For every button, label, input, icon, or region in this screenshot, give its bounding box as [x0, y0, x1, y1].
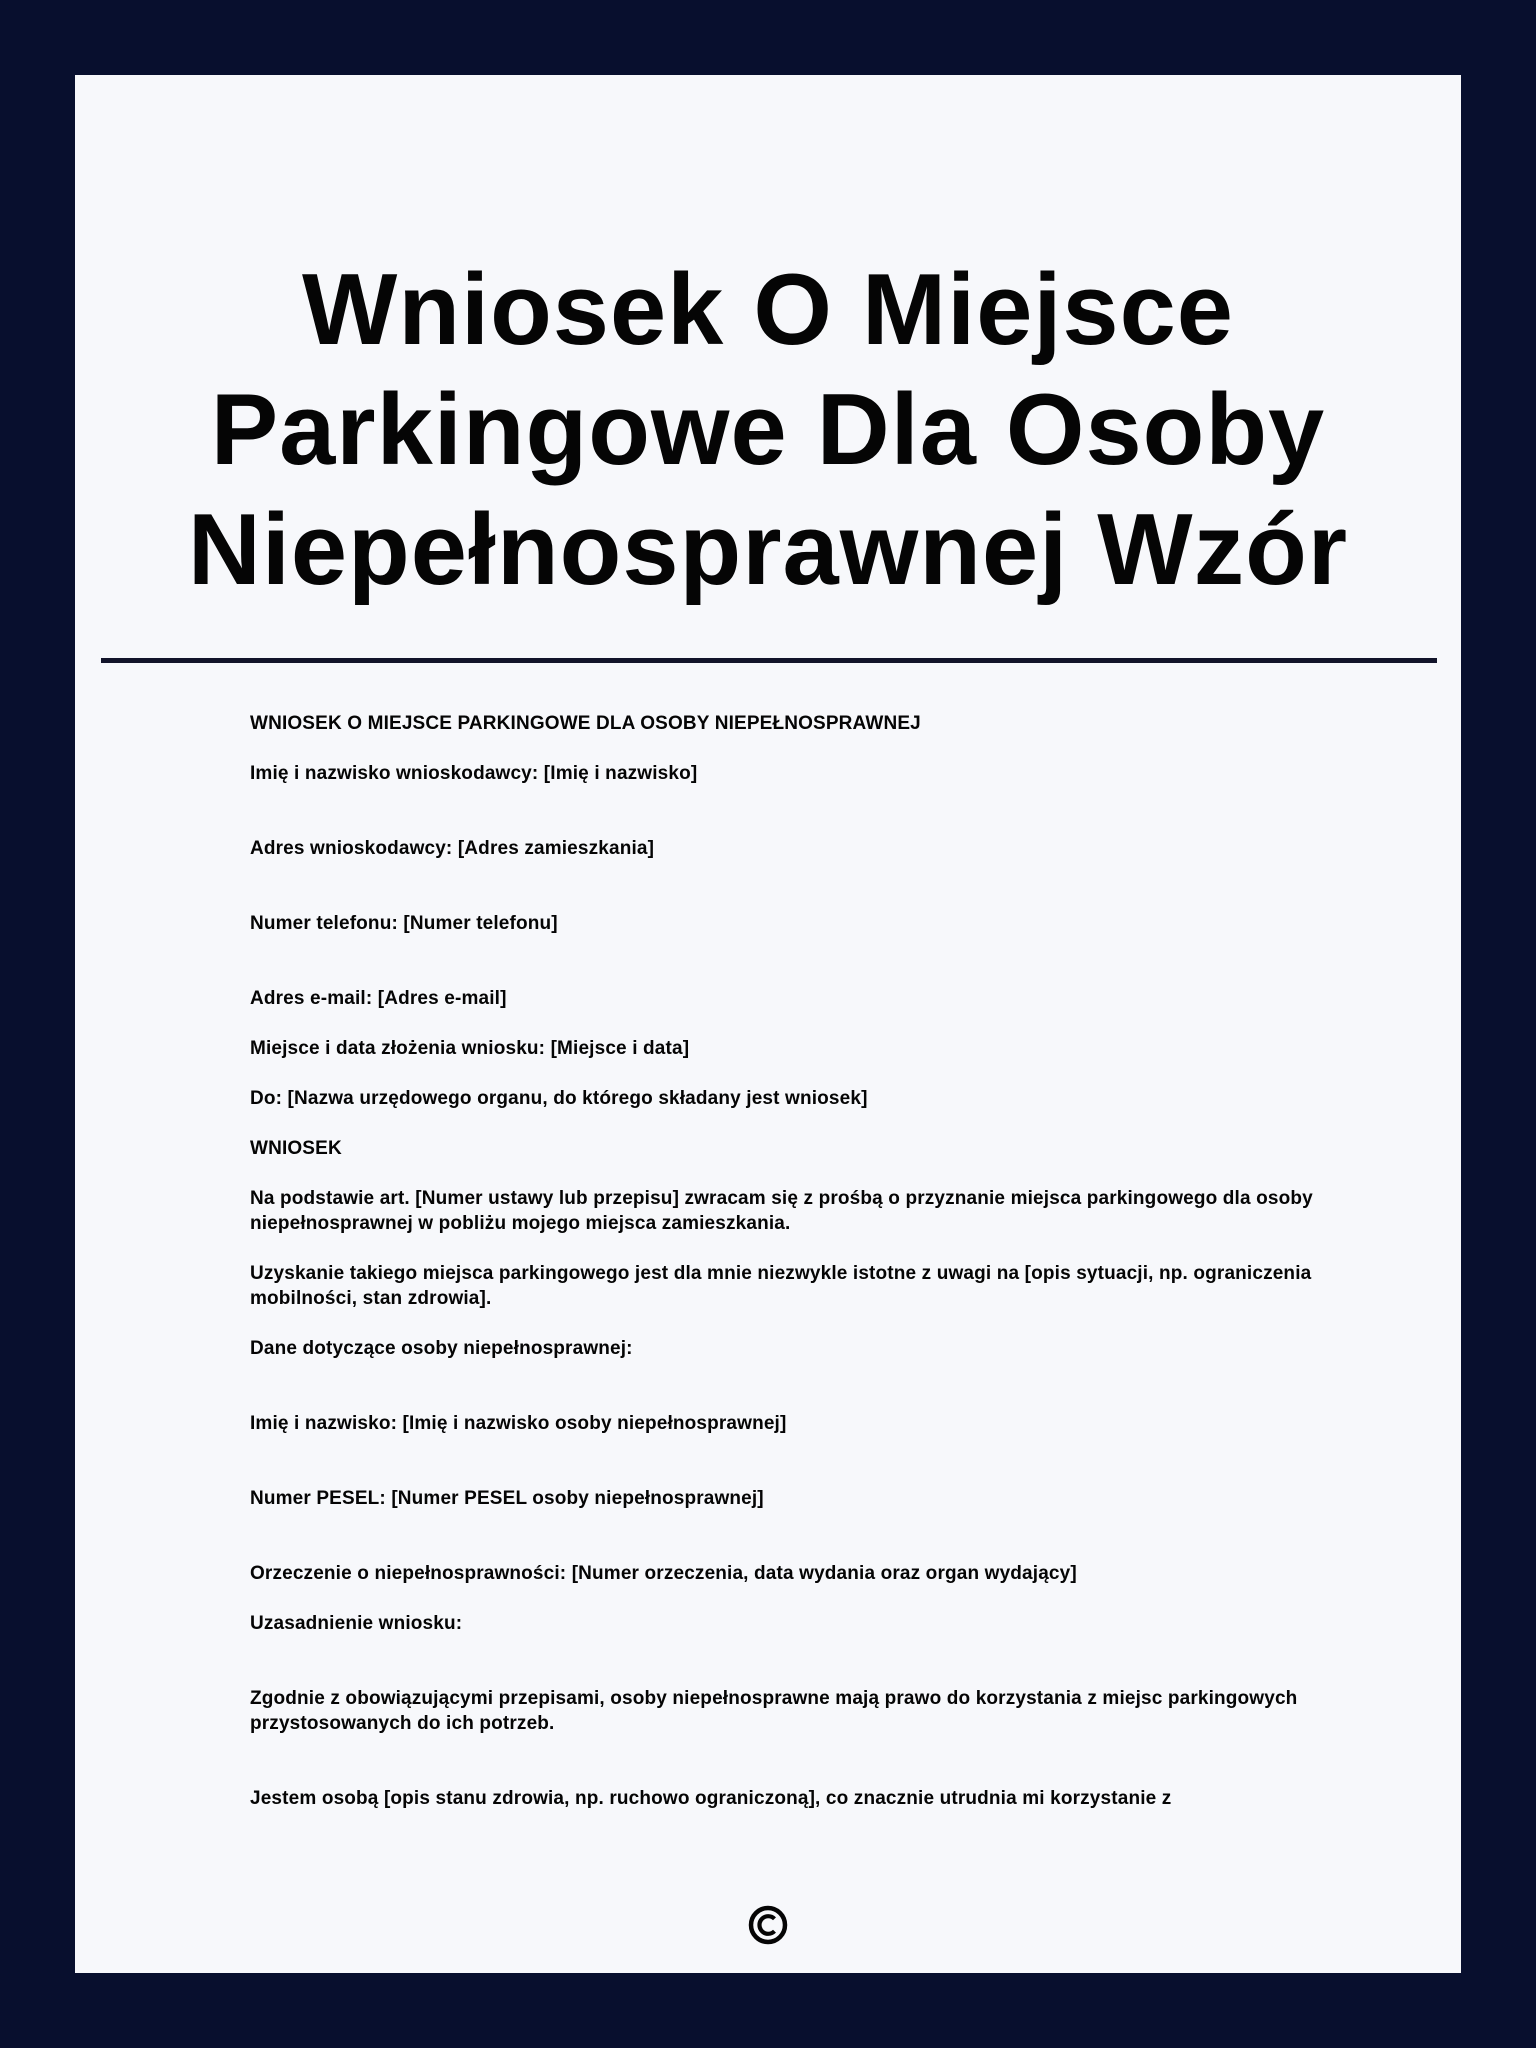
request-heading: WNIOSEK	[250, 1138, 342, 1159]
place-date-line: Miejsce i data złożenia wniosku: [Miejsce i data]	[250, 1038, 690, 1059]
document-title: Wniosek O Miejsce Parkingowe Dla Osoby Niepełnosprawnej Wzór	[187, 254, 1349, 606]
importance-paragraph: Uzyskanie takiego miejsca parkingowego jest dla mnie niezwykle istotne z uwagi na [opis sytuacji, np. ograniczenia mobilności, stan zdrowia].	[250, 1263, 1317, 1309]
title-divider	[101, 658, 1437, 663]
recipient-line: Do: [Nazwa urzędowego organu, do którego składany jest wniosek]	[250, 1088, 868, 1109]
justification-heading: Uzasadnienie wniosku:	[250, 1613, 463, 1634]
health-condition-paragraph: Jestem osobą [opis stanu zdrowia, np. ruchowo ograniczoną], co znacznie utrudnia mi korzystanie z	[250, 1788, 1172, 1809]
form-heading: WNIOSEK O MIEJSCE PARKINGOWE DLA OSOBY NIEPEŁNOSPRAWNEJ	[250, 713, 921, 734]
document-body	[250, 711, 1350, 1811]
disabled-person-heading: Dane dotyczące osoby niepełnosprawnej:	[250, 1338, 633, 1359]
phone-line: Numer telefonu: [Numer telefonu]	[250, 913, 558, 934]
legal-basis-paragraph: Na podstawie art. [Numer ustawy lub przepisu] zwracam się z prośbą o przyznanie miejsca parkingowego dla osoby niepełnosprawnej w pobliżu mojego miejsca zamieszkania.	[250, 1188, 1319, 1234]
copyright-icon	[746, 1903, 790, 1947]
applicant-address-line: Adres wnioskodawcy: [Adres zamieszkania]	[250, 838, 655, 859]
email-line: Adres e-mail: [Adres e-mail]	[250, 988, 507, 1009]
applicant-name-line: Imię i nazwisko wnioskodawcy: [Imię i nazwisko]	[250, 763, 698, 784]
document-page	[75, 75, 1461, 1973]
disability-certificate-line: Orzeczenie o niepełnosprawności: [Numer orzeczenia, data wydania oraz organ wydający]	[250, 1563, 1077, 1584]
disabled-person-name-line: Imię i nazwisko: [Imię i nazwisko osoby niepełnosprawnej]	[250, 1413, 787, 1434]
pesel-line: Numer PESEL: [Numer PESEL osoby niepełnosprawnej]	[250, 1488, 764, 1509]
regulations-paragraph: Zgodnie z obowiązującymi przepisami, osoby niepełnosprawne mają prawo do korzystania z miejsc parkingowych przystosowanych do ich potrzeb.	[250, 1688, 1303, 1734]
